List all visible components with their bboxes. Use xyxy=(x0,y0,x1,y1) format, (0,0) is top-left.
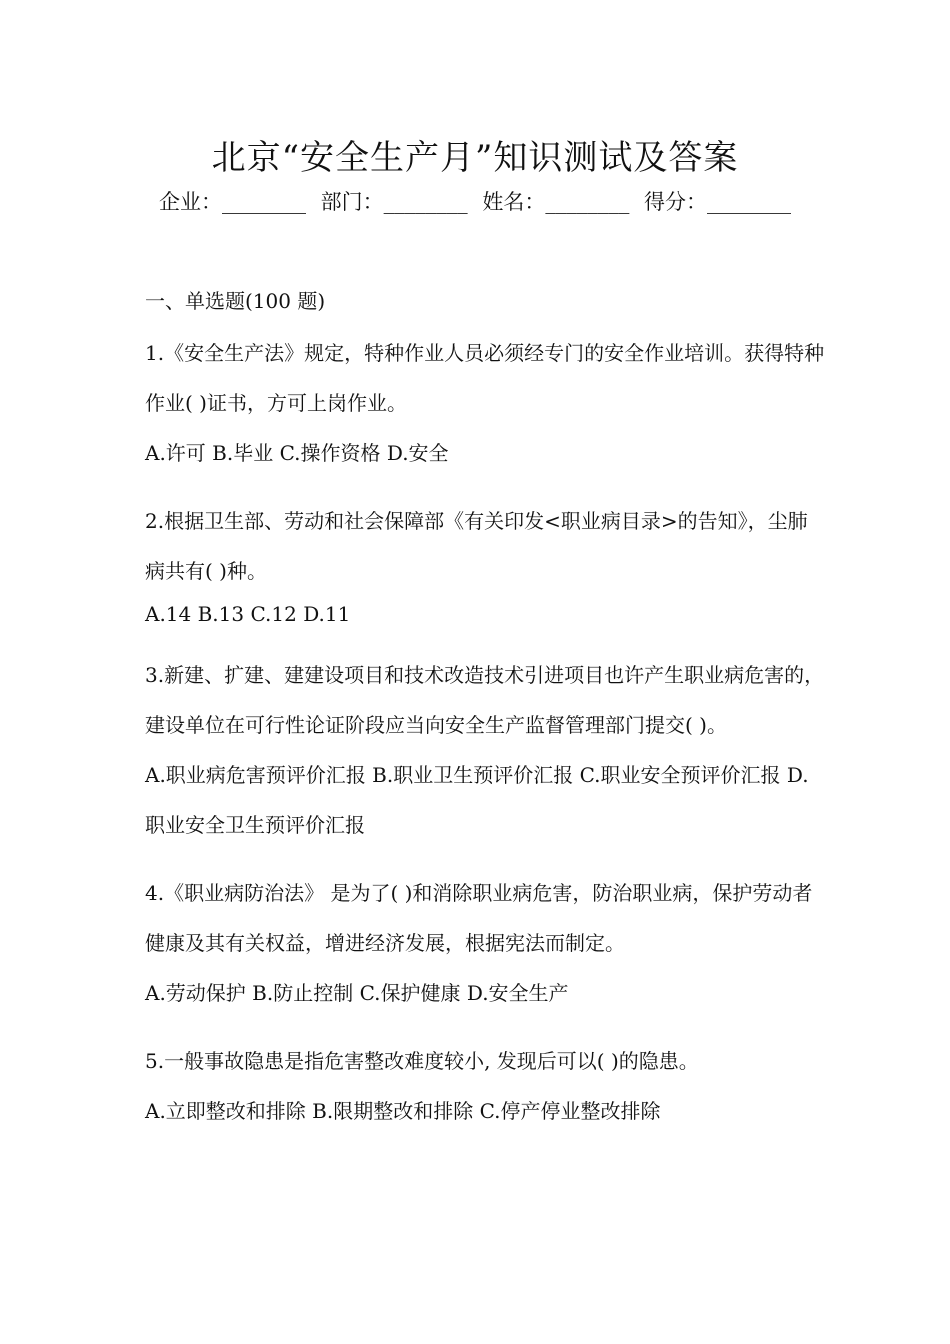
document-title: 北京“安全生产月”知识测试及答案 xyxy=(211,138,739,178)
info-line xyxy=(0,186,950,216)
question-stem: 1.《安全生产法》规定，特种作业人员必须经专门的安全作业培训。获得特种作业( )证书，方可上岗作业。 xyxy=(145,341,825,415)
info-label: 姓名： xyxy=(482,190,546,214)
question-5 xyxy=(145,1036,825,1136)
question-1 xyxy=(145,328,825,478)
question-stem: 3.新建、扩建、建建设项目和技术改造技术引进项目也许产生职业病危害的，建设单位在可行性论证阶段应当向安全生产监督管理部门提交( )。 xyxy=(145,663,825,737)
info-blank: ________ xyxy=(221,190,306,214)
question-stem: 4.《职业病防治法》 是为了( )和消除职业病危害，防治职业病，保护劳动者健康及其有关权益，增进经济发展，根据宪法而制定。 xyxy=(145,881,813,955)
question-4 xyxy=(145,868,825,1018)
question-stem: 2.根据卫生部、劳动和社会保障部《有关印发<职业病目录>的告知》，尘肺病共有( )种。 xyxy=(145,509,808,583)
info-label: 部门： xyxy=(320,190,384,214)
info-label: 企业： xyxy=(158,190,222,214)
info-company xyxy=(159,190,306,214)
info-name xyxy=(482,190,629,214)
info-blank: ________ xyxy=(545,190,630,214)
question-2 xyxy=(145,496,825,632)
question-options: A.劳动保护 B.防止控制 C.保护健康 D.安全生产 xyxy=(145,981,569,1005)
info-label: 得分： xyxy=(644,190,708,214)
question-stem: 5.一般事故隐患是指危害整改难度较小, 发现后可以( )的隐患。 xyxy=(145,1049,699,1073)
question-options: A.许可 B.毕业 C.操作资格 D.安全 xyxy=(145,441,449,465)
info-blank: ________ xyxy=(707,190,792,214)
info-department xyxy=(321,190,468,214)
question-3 xyxy=(145,650,825,850)
question-options: A.职业病危害预评价汇报 B.职业卫生预评价汇报 C.职业安全预评价汇报 D.职业安全卫生预评价汇报 xyxy=(145,763,809,837)
info-blank: ________ xyxy=(383,190,468,214)
document-body xyxy=(145,286,825,1154)
question-options: A.14 B.13 C.12 D.11 xyxy=(145,602,351,626)
section-title: 一、单选题(100 题) xyxy=(145,289,326,313)
question-options: A.立即整改和排除 B.限期整改和排除 C.停产停业整改排除 xyxy=(145,1099,661,1123)
info-score xyxy=(644,190,791,214)
